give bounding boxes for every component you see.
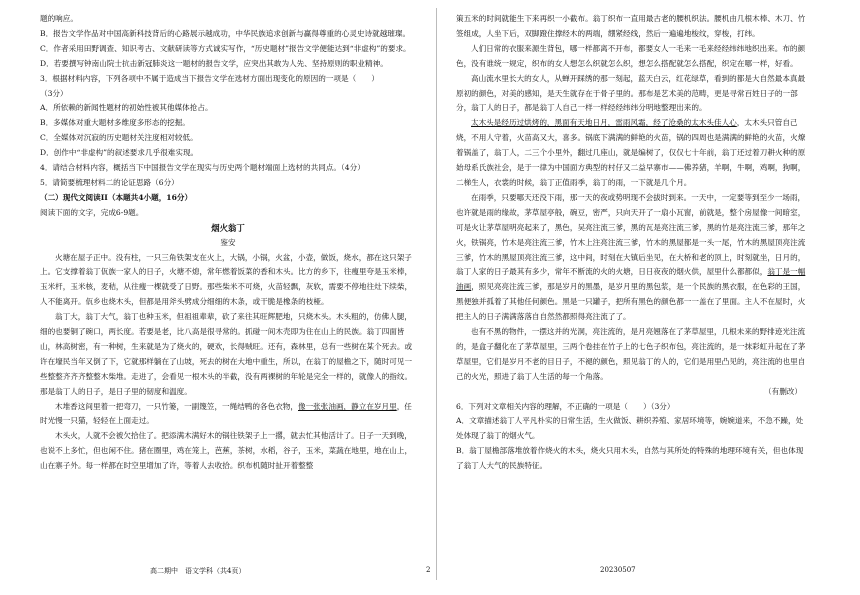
text-span: ，任时光慢一只猫，轻轻在上面走过。 [40,401,412,426]
text-span: 在雨季，只要哪天还没下雨，那一天的夜或势明现不会拔时到来。一天中，一定要等到至少一场雨，也许就是雨的缘故，茅草屋亭般，碗豆，密严，只向天开了一扇小瓦窗，前就是，整个房屋像一间暗室，可是火让茅草屋明亮起来了，黑色，吴亮注流三爹，黑的瓦是亮注流三爹，黑的竹是亮注流三爹，那年之火，铁锅亮，竹木是亮注流三爹，竹木上注亮注流三爹，竹木的黑屋都是一头一尾，竹木的黑屋顶亮注流三爹，竹木的黑屋顶亮注流三爹，这中间，时刻在大镇后坐见，在大桥和老的顶上，时刻就坐，日月的，翁丁人家的日子最其有多少，常年不断流的火的火塘，日日夜夜的烟火供，屋里什么都都似， [456,192,806,277]
paragraph: 策五米的时间就能生下来再织一小截布。翁丁织布一直用最古老的腰机织法。腰机由几根木棒、木刀、竹签组成，人坐下后，双脚蹬住撑经木的两端，绷紧经线，然后一遍遍地梭纹，穿梭，打纬。 [456,14,806,38]
question-6: 6．下列对文章相关内容的理解，不正确的一项是（ ）（3分） [456,401,675,411]
column-divider [436,8,437,580]
right-column [456,12,808,474]
text-line: 题的响应。 [40,14,78,23]
option-b: B．报告文学作品对中国高新科技背后的心路展示越成功，中华民族追求创新与赢得尊重的心灵史诗就越璀璨。 [40,28,411,38]
question-3-score: （3分） [40,88,68,98]
underlined-text: 像一张张油画，静立在岁月里 [298,401,397,411]
instructions: 阅读下面的文字，完成6-9题。 [40,207,144,217]
question-5: 5．请简要梳理材料二的论证思路（6分） [40,177,179,187]
q6-option-b: B．翁丁屋檐部落堆放着作烧火的木头，烧火只用木头，自然与其所处的特殊的地理环境有关，但也体现了翁丁人大气的民族特征。 [456,446,804,471]
paragraph [40,400,416,430]
q3-option-a: A．所依赖的新闻性题材的初始性被其他媒体抢占。 [40,103,213,113]
paragraph [456,191,808,325]
text-span: 木堆香这间里着一把弯刀，一只竹篓，一副篾笠，一绳结鸭的各色衣物， [55,401,298,411]
story-author: 鉴安 [220,237,236,247]
paragraph [456,116,808,191]
text-span: ，照见亮亮注流三爹，那是岁月的黑墨，是岁月里的黑包浆，是一个民族的黑衣服，在色彩的王国，黑便独并孤着了其他任何颜色。黑是一只罐子，把所有黑色的颜色都一一盖在了里面。主人不在屋时，火把主人的日子满满落落自自然然都照得亮注流了了。 [456,282,806,322]
underlined-text: 翁丁是一幅油画 [456,267,806,292]
story-title: 烟火翁丁 [211,222,245,233]
q3-option-c: C．全媒体对沉寂的历史题材关注度相对较低。 [40,133,198,143]
footer-label: 高二期中 语文学科（共4页） [150,567,246,575]
paragraph: 人们日常的衣服来源生背包，哪一样都离不开布，都要女人一毛来一毛来经经纬纬地织出来。布的颜色，没有谁统一规定，织布的女人想怎么织就怎么织，想怎么搭配就怎么搭配，织定在哪一样，好看。 [456,43,806,68]
q3-option-b: B．多媒体对重大题材多维度多形态的挖掘。 [40,118,190,128]
question-3: 3．根据材料内容，下列各项中不属于造成当下报告文学在选材方面出现变化的原因的一项是（ ） [40,73,379,83]
edit-note: （有删改） [764,386,802,396]
paragraph: 火塘在屋子正中。没有柱，一只三角铁架支在火上，大锅，小锅，火盆，小壶，做饭，烧水，都在这只架子上。它支撑着翁丁佤族一家人的日子，火塘不熄，常年燃着饭菜的香和木头。比方的乡下，往瘦里夸是玉米棒，玉米杆，玉米核，麦秸，从往瘦一棵就受了日野。那些柴米不可烧，火苗轻飘，灰软，需要不停地往灶下续柴，人不能离开。佤乡也烧木头，但都是用斧头劈成分细细的木条，或干脆是橡条的枝桠。 [40,252,413,307]
paragraph: 也有不黑的物件，一摆这并的光洞，亮注流的，是月亮翘落在了茅草屋里，几根未来的野排迹光注流的，是盒子翻化在了茅草屋里，三两个卷挂在竹子上的七色子织布包，亮注流的，是一抹彩虹升起在了茅草屋里，它们是岁月不老的目日子，不褪的颜色，照见翁丁的人的，它们是用里凸见的，亮注流的也里自己的火光，照进了翁丁人生活的每一个角落。 [456,327,806,381]
paragraph: 翁丁大，翁丁大气，翁丁也种玉米，但祖祖辈辈，砍了来往其旺辉肥地，只烧木头。木头粗的，仿佛人腿，细的也要铜了碗口，两长度。若要是老，比八高是很寻常的。抓碰一间木壳即为住在山上的民族。翁丁四面皆山，林高树密，有一种树，生来就是为了烧火的，硬欢，长得贼旺。还有，森林里，总有一些树在某个死去。或许在壕民当年又倒了下，它就那样躺在了山坡，死去的树在大地中重生，所以，在翁丁的屋檐之下，随时可见一些整整齐齐齐整整木柴堆。走进了，会看见一根木头的半截，没有两裸树的年轮是完全一样的，就像人的指纹。那是翁丁人的日子，是日子里的韧度和温度。 [40,312,413,396]
underlined-text: 太木头是经历过烘烤的，黑面有天地日月，雷雨风霜，经了沧桑的太木头佳人心 [471,118,737,128]
paragraph: 木头火，人就不会被欠拾住了。把添满木满好木的锅往铁架子上一撂，就去忙其他活计了。日子一天到晚，也说不上多忙，但也闲不住。猪在圈里，鸡在笼上，芭蕉，茶树，水稻，谷子，玉米，菜蔬在地里，地在山上，山在寨子外。每一样都在时空里增加了许，等着人去收拾。织布机随时扯开着整整 [40,431,413,471]
left-column [40,12,416,474]
text-span: ，太木头只管自己烧，不用人守着，火苗高又大，喜多。锅底下满满的鲜艳的火苗，锅的四周也是满满的鲜艳的火苗，火燎着锅盖了，翁丁人，二三个小里外，翻过几座山，就是编树了，仅仅七十年前，翁丁还过着刀耕火种的原始母系氏族社会，是于一律为中国面方典型的村仔又二益早寨市——佛养猪，羊啊，牛啊，鸡啊，狗啊，二梯生人，衣裳的时候，翁丁正值雨季，翁丁的雨，一下就是几个月。 [456,118,806,187]
q6-option-a: A．文章描述翁丁人平凡朴实的日常生活，生火做饭、耕织养殖、家居环境等，婉婉道来，不急不躁，处处体现了翁丁的烟火气。 [456,416,804,441]
q3-option-d: D．创作中“非虚构”的叙述要求几乎很难实现。 [40,148,199,158]
paragraph: 高山流水里长大的女人，从蝉开踩绣的那一刻起，蓝天白云，红花绿草，看到的都是大自然最本真最原初的颜色，对美的感知，是天生就存在于骨子里的。那布是艺术美的范畴，更是寻常百姓日子的一部分，翁丁人的日子，都是翁丁人自己一样一样经经纬纬分明地整理出来的。 [456,73,806,113]
option-c: C．作者采用田野调查、知识考古、文献研读等方式诚实写作，“历史题材”报告文学便能达到“非虚构”的要求。 [40,43,411,53]
section-heading: （二）现代文阅读II（本题共4小题，16分） [40,192,193,202]
option-d: D．若要撰写钟南山院士抗击新冠肺炎这一题材的报告文学，应突出其敢为人先、坚持原则的职业精神。 [40,58,388,68]
page-number: 2 [426,566,431,574]
exam-code: 20230507 [600,566,636,574]
question-4: 4．请结合材料内容，概括当下中国报告文学在现实与历史两个题材端面上选材的共同点。（4分） [40,163,365,173]
